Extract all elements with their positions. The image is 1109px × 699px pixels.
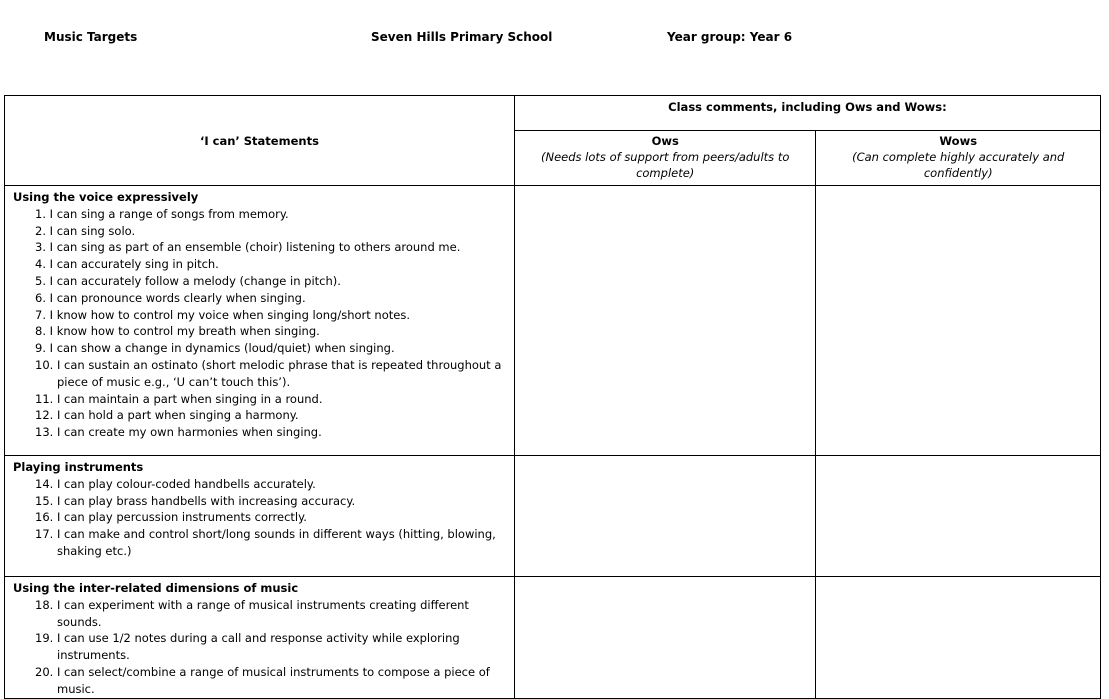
list-item	[35, 307, 506, 324]
item-text: I can make and control short/long sounds in different ways (hitting, blowing, shaking etc.)	[56, 527, 496, 558]
item-number: 20.	[35, 664, 54, 679]
item-number: 2.	[35, 223, 46, 238]
targets-table	[4, 95, 1101, 699]
list-item	[35, 239, 506, 256]
section-title: Playing instruments	[13, 460, 144, 474]
item-number: 19.	[35, 631, 54, 646]
list-item	[35, 630, 506, 664]
item-text: I can use 1/2 notes during a call and response activity while exploring instruments.	[56, 631, 460, 663]
wows-description: (Can complete highly accurately and confidently)	[852, 150, 1065, 180]
statement-list	[13, 206, 506, 441]
item-number: 10.	[35, 357, 54, 372]
list-item	[35, 340, 506, 357]
item-text: I know how to control my breath when singing.	[49, 324, 320, 339]
wows-comment-cell[interactable]	[816, 186, 1101, 456]
item-number: 1.	[35, 206, 46, 221]
document-title: Music Targets	[44, 30, 138, 44]
ows-description: (Needs lots of support from peers/adults to complete)	[541, 150, 790, 180]
list-item	[35, 407, 506, 424]
item-number: 15.	[35, 493, 54, 508]
list-item	[35, 290, 506, 307]
item-number: 16.	[35, 510, 54, 525]
list-item	[35, 597, 506, 631]
item-text: I can pronounce words clearly when singing.	[49, 290, 306, 305]
table-row	[5, 186, 1101, 456]
item-number: 14.	[35, 476, 54, 491]
class-comments-header: Class comments, including Ows and Wows:	[514, 96, 1100, 131]
year-group: Year group: Year 6	[667, 30, 793, 44]
statement-list	[13, 597, 506, 698]
section-cell	[5, 456, 515, 577]
item-number: 7.	[35, 307, 46, 322]
list-item	[35, 256, 506, 273]
list-item	[35, 424, 506, 441]
list-item	[35, 391, 506, 408]
item-number: 11.	[35, 391, 54, 406]
statements-header: ‘I can’ Statements	[5, 96, 515, 186]
item-text: I can sing as part of an ensemble (choir) listening to others around me.	[49, 240, 461, 255]
school-name: Seven Hills Primary School	[371, 30, 553, 44]
item-number: 18.	[35, 597, 54, 612]
list-item	[35, 223, 506, 240]
ows-comment-cell[interactable]	[514, 456, 816, 577]
item-number: 6.	[35, 290, 46, 305]
wows-comment-cell[interactable]	[816, 456, 1101, 577]
section-title: Using the inter-related dimensions of music	[13, 581, 299, 595]
item-text: I can play percussion instruments correctly.	[56, 510, 307, 525]
item-text: I can select/combine a range of musical instruments to compose a piece of music.	[56, 664, 490, 696]
list-item	[35, 206, 506, 223]
item-number: 3.	[35, 240, 46, 255]
item-text: I know how to control my voice when singing long/short notes.	[49, 307, 410, 322]
list-item	[35, 493, 506, 510]
item-text: I can play brass handbells with increasing accuracy.	[56, 493, 356, 508]
list-item	[35, 664, 506, 698]
item-text: I can sing a range of songs from memory.	[49, 206, 289, 221]
ows-title: Ows	[651, 134, 679, 148]
wows-header	[816, 131, 1101, 186]
item-number: 13.	[35, 425, 54, 440]
item-text: I can sing solo.	[49, 223, 136, 238]
item-number: 5.	[35, 273, 46, 288]
list-item	[35, 357, 506, 391]
item-number: 8.	[35, 324, 46, 339]
list-item	[35, 526, 506, 560]
item-text: I can accurately follow a melody (change in pitch).	[49, 273, 341, 288]
item-text: I can show a change in dynamics (loud/quiet) when singing.	[49, 341, 395, 356]
item-number: 12.	[35, 408, 54, 423]
item-text: I can sustain an ostinato (short melodic phrase that is repeated throughout a piece of music e.g., ‘U can’t touch this’).	[56, 357, 502, 389]
item-text: I can hold a part when singing a harmony.	[56, 408, 299, 423]
statement-list	[13, 476, 506, 560]
wows-title: Wows	[939, 134, 978, 148]
table-row	[5, 456, 1101, 577]
item-number: 17.	[35, 527, 54, 542]
list-item	[35, 273, 506, 290]
list-item	[35, 323, 506, 340]
section-title: Using the voice expressively	[13, 190, 199, 204]
item-text: I can play colour-coded handbells accurately.	[56, 476, 316, 491]
item-number: 4.	[35, 257, 46, 272]
item-text: I can accurately sing in pitch.	[49, 257, 219, 272]
item-text: I can experiment with a range of musical instruments creating different sounds.	[56, 597, 469, 629]
list-item	[35, 509, 506, 526]
ows-comment-cell[interactable]	[514, 186, 816, 456]
ows-header	[514, 131, 816, 186]
section-cell	[5, 186, 515, 456]
item-text: I can maintain a part when singing in a round.	[56, 391, 323, 406]
list-item	[35, 476, 506, 493]
item-number: 9.	[35, 341, 46, 356]
item-text: I can create my own harmonies when singing.	[56, 425, 322, 440]
